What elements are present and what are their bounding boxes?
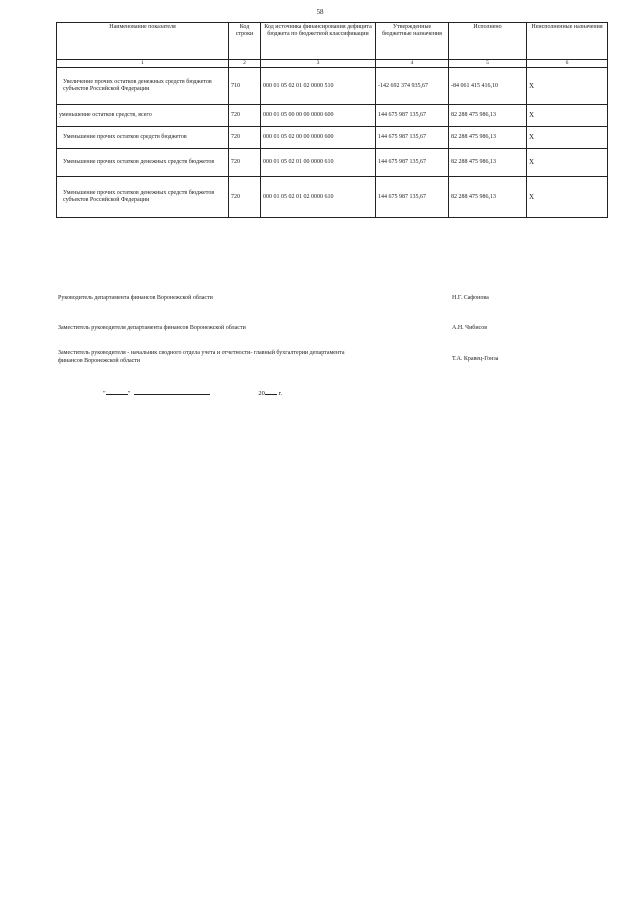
page-number: 58 bbox=[316, 8, 324, 16]
row-line-code: 720 bbox=[229, 105, 261, 127]
date-day-blank bbox=[106, 394, 128, 395]
column-number: 1 bbox=[57, 60, 229, 68]
date-year-blank bbox=[265, 394, 277, 395]
signature-name: Н.Г. Сафонова bbox=[452, 295, 489, 301]
signature-position: Заместитель руководителя - начальник сводного отдела учета и отчетности- главный бухгалтерии департамента финансов Воронежской области bbox=[58, 350, 345, 365]
table-row bbox=[57, 177, 608, 218]
row-source-code: 000 01 05 02 01 02 0000 510 bbox=[261, 68, 376, 105]
signature-position: Руководитель департамента финансов Воронежской области bbox=[58, 295, 213, 301]
column-number: 4 bbox=[376, 60, 449, 68]
row-executed: 82 288 475 986,13 bbox=[449, 177, 527, 218]
table-row bbox=[57, 149, 608, 177]
header-unexecuted: Неисполненные назначения bbox=[527, 23, 608, 60]
row-unexecuted: X bbox=[527, 127, 608, 149]
date-month-blank bbox=[134, 394, 210, 395]
row-line-code: 720 bbox=[229, 149, 261, 177]
signature-block-chief-accountant bbox=[58, 349, 499, 365]
row-indicator-name: Уменьшение прочих остатков средств бюджетов bbox=[57, 127, 229, 149]
signature-name: Т.А. Кравец-Гонза bbox=[452, 356, 499, 362]
row-approved: 144 675 987 135,67 bbox=[376, 127, 449, 149]
row-approved: 144 675 987 135,67 bbox=[376, 177, 449, 218]
row-unexecuted: X bbox=[527, 177, 608, 218]
row-executed: 82 288 475 986,13 bbox=[449, 105, 527, 127]
row-executed: 82 288 475 986,13 bbox=[449, 149, 527, 177]
row-approved: 144 675 987 135,67 bbox=[376, 149, 449, 177]
row-source-code: 000 01 05 02 01 02 0000 610 bbox=[261, 177, 376, 218]
row-indicator-name: Уменьшение прочих остатков денежных средств бюджетов bbox=[57, 149, 229, 177]
row-indicator-name: Уменьшение прочих остатков денежных средств бюджетов субъектов Российской Федерации bbox=[57, 177, 229, 218]
table-row bbox=[57, 68, 608, 105]
row-executed: 82 288 475 986,13 bbox=[449, 127, 527, 149]
row-unexecuted: X bbox=[527, 105, 608, 127]
column-number: 5 bbox=[449, 60, 527, 68]
signature-block-deputy bbox=[58, 324, 528, 332]
row-approved: 144 675 987 135,67 bbox=[376, 105, 449, 127]
signature-date-line bbox=[103, 390, 282, 397]
row-approved: -142 692 374 935,67 bbox=[376, 68, 449, 105]
date-year-prefix: 20 bbox=[258, 390, 265, 397]
header-line-code: Код строки bbox=[229, 23, 261, 60]
row-unexecuted: X bbox=[527, 149, 608, 177]
row-source-code: 000 01 05 02 00 00 0000 600 bbox=[261, 127, 376, 149]
row-line-code: 720 bbox=[229, 127, 261, 149]
column-number-row bbox=[57, 60, 608, 68]
date-year-suffix: г. bbox=[278, 390, 282, 397]
date-open-quote: " bbox=[103, 390, 106, 397]
signature-name: А.Н. Чибисов bbox=[452, 325, 488, 331]
row-unexecuted: X bbox=[527, 68, 608, 105]
row-source-code: 000 01 05 02 01 00 0000 610 bbox=[261, 149, 376, 177]
table-header-row bbox=[57, 23, 608, 60]
row-indicator-name: уменьшение остатков средств, всего bbox=[57, 105, 229, 127]
row-executed: -84 061 415 416,10 bbox=[449, 68, 527, 105]
signature-block-head bbox=[58, 294, 528, 302]
column-number: 6 bbox=[527, 60, 608, 68]
column-number: 3 bbox=[261, 60, 376, 68]
signature-position: Заместитель руководителя департамента финансов Воронежской области bbox=[58, 325, 246, 331]
row-line-code: 720 bbox=[229, 177, 261, 218]
budget-deficit-sources-table bbox=[56, 22, 608, 218]
column-number: 2 bbox=[229, 60, 261, 68]
date-close-quote: " bbox=[127, 390, 131, 397]
row-line-code: 710 bbox=[229, 68, 261, 105]
header-indicator-name: Наименование показателя bbox=[57, 23, 229, 60]
table-row bbox=[57, 105, 608, 127]
table-row bbox=[57, 127, 608, 149]
row-indicator-name: Увеличение прочих остатков денежных средств бюджетов субъектов Российской Федерации bbox=[57, 68, 229, 105]
row-source-code: 000 01 05 00 00 00 0000 600 bbox=[261, 105, 376, 127]
header-executed: Исполнено bbox=[449, 23, 527, 60]
header-approved: Утвержденные бюджетные назначения bbox=[376, 23, 449, 60]
header-source-code: Код источника финансирования дефицита бюджета по бюджетной классификации bbox=[261, 23, 376, 60]
